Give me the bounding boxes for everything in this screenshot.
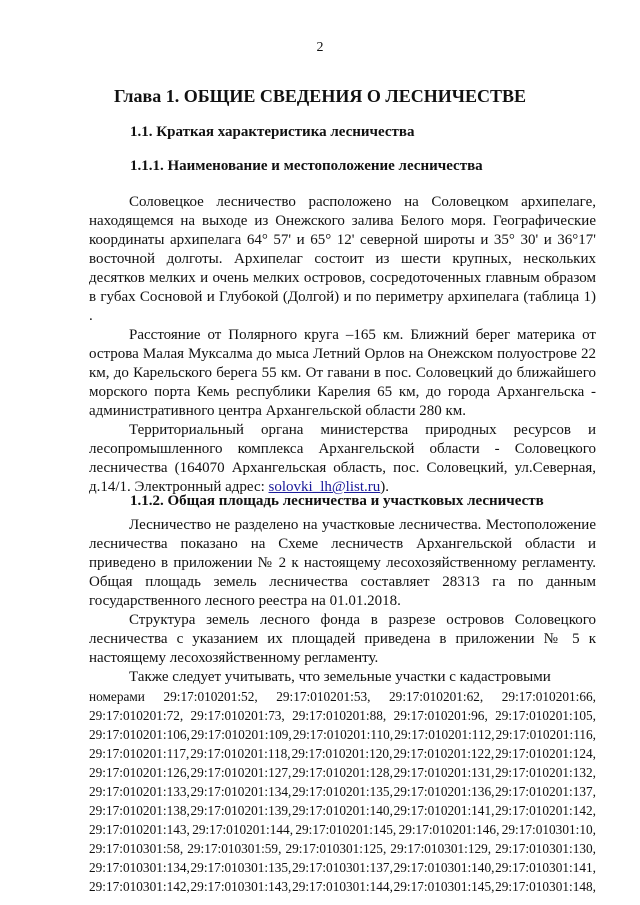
- cadastral-number: 29:17:010301:135,: [190, 860, 292, 875]
- email-link[interactable]: solovki_lh@list.ru: [268, 479, 381, 495]
- cadastral-number: 29:17:010201:88,: [292, 708, 387, 723]
- cadastral-number: 29:17:010201:53,: [276, 689, 371, 704]
- cadastral-number: 29:17:010201:133,: [89, 784, 190, 799]
- cadastral-number: 29:17:010301:144,: [292, 879, 393, 894]
- paragraph-archipelago: Соловецкое лесничество расположено на Соловецком архипелаге, находящемся на выходе из Онежского залива Белого моря. Географические координаты архипелага 64° 57' и 65° 12' северной широты и 35° 30' и 36°17' восточной долготы. Архипелаг состоит из шести крупных, нескольких десятков мелких и очень мелких островов, сосредоточенных главным образом в губах Сосновой и Глубокой (Долгой) и по периметру архипелага (таблица 1) .: [89, 194, 596, 324]
- cadastral-number: 29:17:010201:137,: [495, 784, 596, 799]
- paragraph-area: Лесничество не разделено на участковые лесничества. Местоположение лесничества показано на Схеме лесничеств Архангельской области и приведено в приложении № 2 к настоящему лесохозяйственному регламенту. Общая площадь земель лесничества составляет 28313 га по данным государственного лесного реестра на 01.01.2018.: [89, 517, 596, 609]
- cadastral-number: 29:17:010201:62,: [389, 689, 484, 704]
- paragraph-territorial-end: ).: [380, 479, 390, 495]
- cadastral-number: 29:17:010301:145,: [393, 879, 495, 894]
- cadastral-number: 29:17:010201:124,: [495, 746, 596, 761]
- cadastral-number: 29:17:010201:128,: [292, 765, 393, 780]
- cadastral-number: 29:17:010201:132,: [495, 765, 596, 780]
- cadastral-number: 29:17:010201:140,: [292, 803, 393, 818]
- cadastral-number: 29:17:010201:112,: [394, 727, 495, 742]
- cadastral-number: 29:17:010201:141,: [393, 803, 495, 818]
- cadastral-row: [89, 725, 596, 744]
- cadastral-list: [89, 668, 596, 896]
- text-block-area: [89, 516, 596, 668]
- cadastral-number: 29:17:010201:146,: [398, 822, 500, 837]
- paragraph-distances: Расстояние от Полярного круга –165 км. Ближний берег материка от острова Малая Муксалма до мыса Летний Орлов на Онежском полуострове 22 км, до Карельского берега 55 км. От гавани в пос. Соловецкий до ближайшего морского порта Кемь республики Карелия 65 км, до города Архангельска - административного центра Архангельской области 280 км.: [89, 327, 596, 419]
- cadastral-row: [89, 763, 596, 782]
- cadastral-number: 29:17:010201:139,: [190, 803, 292, 818]
- cadastral-row: [89, 706, 596, 725]
- cadastral-row: [89, 839, 596, 858]
- section-heading-1-1-2: 1.1.2. Общая площадь лесничества и участковых лесничеств: [130, 493, 544, 509]
- cadastral-number: 29:17:010201:109,: [190, 727, 292, 742]
- cadastral-number: 29:17:010201:110,: [292, 727, 394, 742]
- cadastral-number: 29:17:010201:122,: [393, 746, 495, 761]
- section-heading-1-1-1: 1.1.1. Наименование и местоположение лесничества: [130, 158, 483, 174]
- cadastral-number: 29:17:010201:134,: [190, 784, 292, 799]
- cadastral-row: [89, 858, 596, 877]
- paragraph-territorial-text: Территориальный органа министерства природных ресурсов и лесопромышленного комплекса Архангельской области - Соловецкого лесничества (164070 Архангельская область, пос. Соловецкий, ул.Северная, д.14/1. Электронный адрес:: [89, 422, 596, 495]
- text-block-location: [89, 193, 596, 497]
- cadastral-number: 29:17:010201:131,: [393, 765, 495, 780]
- cadastral-number: 29:17:010301:130,: [495, 841, 596, 856]
- cadastral-number: 29:17:010201:136,: [393, 784, 495, 799]
- cadastral-number: 29:17:010301:129,: [390, 841, 492, 856]
- paragraph-territorial-body: [89, 421, 596, 497]
- cadastral-rows: [89, 687, 596, 896]
- cadastral-number: 29:17:010301:125,: [285, 841, 387, 856]
- cadastral-number: 29:17:010201:126,: [89, 765, 190, 780]
- paragraph-structure: Структура земель лесного фонда в разрезе островов Соловецкого лесничества с указанием их площадей приведена в приложении № 5 к настоящему лесохозяйственному регламенту.: [89, 612, 596, 666]
- cadastral-number: 29:17:010201:142,: [495, 803, 596, 818]
- cadastral-number: 29:17:010201:120,: [291, 746, 393, 761]
- section-heading-1-1: 1.1. Краткая характеристика лесничества: [130, 124, 415, 140]
- cadastral-number: 29:17:010201:144,: [192, 822, 294, 837]
- cadastral-number: 29:17:010201:138,: [89, 803, 190, 818]
- cadastral-number: 29:17:010301:148,: [495, 879, 596, 894]
- cadastral-number: номерами: [89, 689, 145, 704]
- cadastral-number: 29:17:010301:134,: [89, 860, 190, 875]
- cadastral-number: 29:17:010201:145,: [295, 822, 397, 837]
- cadastral-number: 29:17:010301:142,: [89, 879, 190, 894]
- cadastral-number: 29:17:010201:117,: [89, 746, 190, 761]
- cadastral-number: 29:17:010301:143,: [190, 879, 292, 894]
- cadastral-number: 29:17:010301:140,: [393, 860, 495, 875]
- cadastral-number: 29:17:010201:118,: [190, 746, 291, 761]
- cadastral-row: [89, 820, 596, 839]
- paragraph-cadastral-intro: Также следует учитывать, что земельные участки с кадастровыми: [129, 669, 551, 685]
- cadastral-row: [89, 877, 596, 896]
- cadastral-number: 29:17:010201:143,: [89, 822, 190, 837]
- cadastral-row: [89, 782, 596, 801]
- cadastral-number: 29:17:010301:10,: [501, 822, 596, 837]
- cadastral-number: 29:17:010201:106,: [89, 727, 190, 742]
- cadastral-row: [89, 801, 596, 820]
- cadastral-number: 29:17:010301:141,: [495, 860, 596, 875]
- cadastral-number: 29:17:010201:127,: [190, 765, 292, 780]
- cadastral-number: 29:17:010201:66,: [501, 689, 596, 704]
- cadastral-number: 29:17:010201:73,: [190, 708, 285, 723]
- cadastral-number: 29:17:010201:135,: [292, 784, 393, 799]
- cadastral-number: 29:17:010301:59,: [187, 841, 282, 856]
- cadastral-number: 29:17:010201:96,: [393, 708, 488, 723]
- cadastral-number: 29:17:010301:137,: [292, 860, 393, 875]
- cadastral-row: [89, 687, 596, 706]
- cadastral-number: 29:17:010201:52,: [163, 689, 258, 704]
- page-number: 2: [316, 40, 324, 55]
- cadastral-number: 29:17:010201:105,: [495, 708, 596, 723]
- cadastral-number: 29:17:010201:116,: [495, 727, 596, 742]
- cadastral-row: [89, 744, 596, 763]
- cadastral-number: 29:17:010301:58,: [89, 841, 184, 856]
- chapter-title: Глава 1. ОБЩИЕ СВЕДЕНИЯ О ЛЕСНИЧЕСТВЕ: [114, 86, 526, 106]
- cadastral-number: 29:17:010201:72,: [89, 708, 184, 723]
